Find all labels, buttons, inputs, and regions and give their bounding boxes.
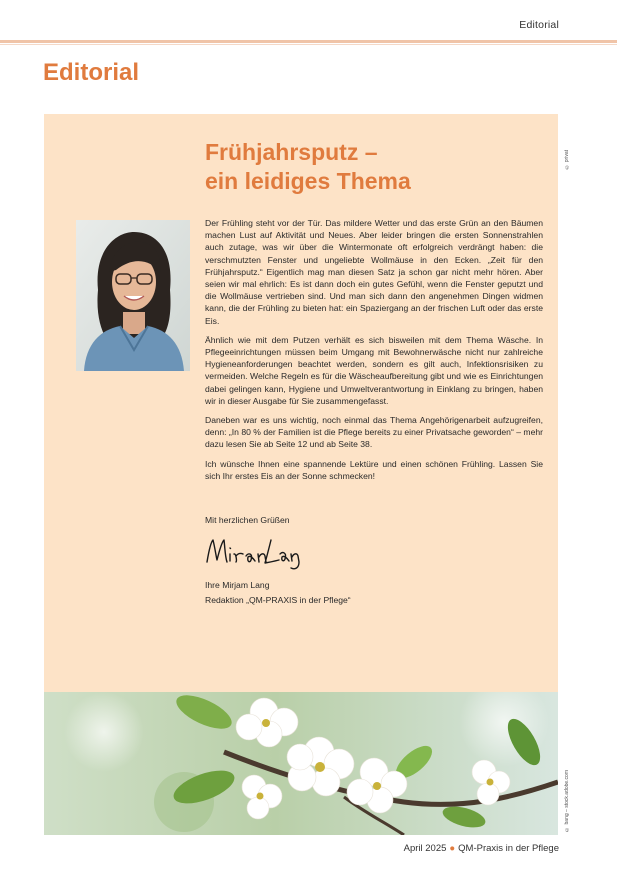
spring-blossom-photo <box>44 692 558 835</box>
footer-publication: QM-Praxis in der Pflege <box>458 843 559 854</box>
page-footer <box>404 843 559 854</box>
footer-separator-dot: ● <box>449 843 456 854</box>
signoff-role: Redaktion „QM-PRAXIS in der Pflege“ <box>205 595 351 605</box>
signoff-name: Ihre Mirjam Lang <box>205 580 270 590</box>
portrait-illustration <box>76 220 190 371</box>
article-paragraph: Der Frühling steht vor der Tür. Das mildere Wetter und das erste Grün an den Bäumen machen Lust auf Aktivität und Neues. Aber leider bringen die ersten Sonnenstrahlen auch zutage, was wir über die Wintermonate oft erfolgreich verdrängt haben: die verschmutzten Fenster und ungeliebte Wollmäuse in den Ecken. „Zeit für den Frühjahrsputz.“ Eigentlich mag man diesen Satz ja schon gar nicht mehr hören. Aber seien wir mal ehrlich: Es ist dann doch ein gutes Gefühl, wenn die Fenster geputzt und die Wollmäuse vertrieben sind. Und man sich dann den angenehmen Dingen widmen kann, die der Frühling zu bieten hat: ein Spaziergang an der frischen Luft oder das erste Eis. <box>205 218 543 326</box>
header-rule <box>0 40 617 43</box>
photo-credit: © bang – stock.adobe.com <box>564 770 570 832</box>
header-rule-thin <box>0 44 617 45</box>
portrait-credit: © privat <box>564 150 570 170</box>
article-paragraph: Ähnlich wie mit dem Putzen verhält es sich bisweilen mit dem Thema Wäsche. In Pflegeeinrichtungen müssen beim Umgang mit Bewohnerwäsche nicht nur zahlreiche Hygieneanforderungen beachtet werden, sondern es gilt auch, Infektionsrisiken zu vermeiden. Welche Regeln es für die Wäscheaufbereitung gibt und wie es Einrichtungen dabei gelingen kann, Hygiene und Umweltverantwortung in Einklang zu bringen, haben wir in dieser Ausgabe für Sie zusammengefasst. <box>205 334 543 406</box>
article-paragraph: Daneben war es uns wichtig, noch einmal das Thema Angehörigenarbeit aufzugreifen, denn: „In 80 % der Familien ist die Pflege bereits zu einer Privatsache geworden“ – mehr dazu lesen Sie ab Seite 12 und ab Seite 38. <box>205 415 543 450</box>
greeting: Mit herzlichen Grüßen <box>205 515 290 525</box>
article-body <box>205 217 543 489</box>
blossom-illustration <box>44 692 558 835</box>
page-title: Editorial <box>43 59 140 86</box>
signoff <box>205 578 351 608</box>
headline-line-1: Frühjahrsputz – <box>205 139 378 165</box>
running-header: Editorial <box>519 19 559 31</box>
footer-date: April 2025 <box>403 843 447 854</box>
handwritten-signature <box>203 532 303 572</box>
article-paragraph: Ich wünsche Ihnen eine spannende Lektüre und einen schönen Frühling. Lassen Sie sich Ihr erstes Eis an der Sonne schmecken! <box>205 458 543 481</box>
article-headline <box>205 138 411 196</box>
author-portrait <box>76 220 190 371</box>
headline-line-2: ein leidiges Thema <box>205 168 411 194</box>
